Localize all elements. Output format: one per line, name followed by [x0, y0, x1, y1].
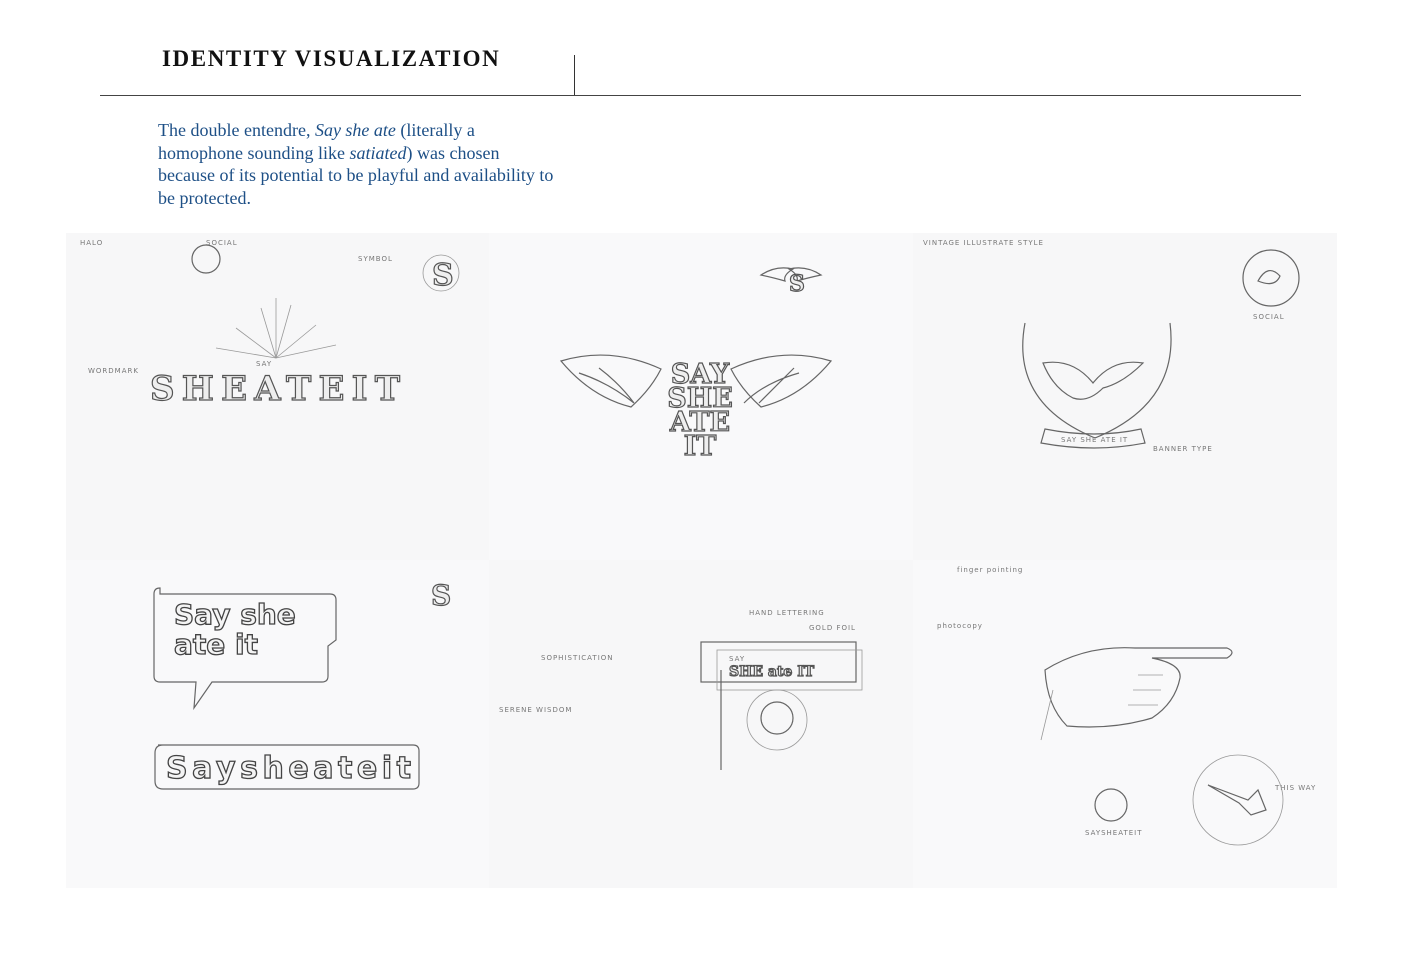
sketch-note: SERENE WISDOM [499, 706, 573, 714]
sketch-say-text: SAY [256, 360, 273, 368]
sketch-stack-line: ATE [669, 407, 731, 438]
sketch-vintage-bird [913, 233, 1337, 560]
header-rule [100, 95, 1301, 96]
sketch-note: SOCIAL [206, 239, 238, 247]
winged-s-icon: S [789, 271, 805, 297]
sketch-note: HAND LETTERING [749, 609, 825, 617]
sketch-card-text: SHE ate IT [729, 664, 815, 680]
sketch-note: finger pointing [957, 566, 1024, 574]
intro-italic-phrase: Say she ate [314, 120, 396, 140]
sketch-note: SOCIAL [1253, 313, 1285, 321]
sketch-pointing-hand [913, 560, 1337, 888]
intro-text: ) was chosen because of its potential to be playful and availability to be protected. [158, 142, 554, 208]
sketch-note: THIS WAY [1275, 784, 1317, 792]
sketch-speech-bubbles [66, 560, 489, 888]
intro-italic-word: satiated [349, 142, 407, 163]
s-symbol-icon: S [432, 258, 454, 293]
sketch-note: GOLD FOIL [809, 624, 856, 632]
bubble-s-icon: S [431, 579, 452, 612]
bubble-text: Say she [174, 598, 296, 631]
sketch-grid [66, 233, 1337, 888]
sketch-sunburst-wordmark [66, 233, 489, 560]
sketch-banner-text: SAY SHE ATE IT [1061, 436, 1129, 444]
intro-text: (literally a homophone sounding like [158, 120, 475, 163]
header-divider-vertical [574, 55, 575, 96]
sketch-stack-line: SHE [667, 383, 733, 414]
sketch-seal-text: SAYSHEATEIT [1085, 829, 1143, 837]
sketch-winged-wordmark [489, 233, 913, 560]
sketch-note: BANNER TYPE [1153, 445, 1213, 453]
intro-paragraph [158, 119, 558, 209]
sketch-note: SYMBOL [358, 255, 393, 263]
bubble-text: Saysheateit [166, 751, 411, 786]
bubble-text: ate it [174, 628, 258, 661]
page-title: IDENTITY VISUALIZATION [162, 46, 501, 71]
sketch-stack-line: IT [683, 431, 717, 462]
sketch-stack-line: SAY [670, 359, 730, 390]
sketch-note: HALO [80, 239, 104, 247]
sketch-note: SOPHISTICATION [541, 654, 614, 662]
sketch-note: WORDMARK [88, 367, 139, 375]
sketch-wordmark: SHEATEIT [150, 369, 400, 409]
sketch-sophisticated-portrait [489, 560, 913, 888]
sketch-say-text: SAY [729, 655, 746, 663]
sketch-note: VINTAGE ILLUSTRATE STYLE [923, 239, 1044, 247]
intro-text: The double entendre, [158, 120, 315, 140]
sketch-note: photocopy [937, 622, 983, 630]
